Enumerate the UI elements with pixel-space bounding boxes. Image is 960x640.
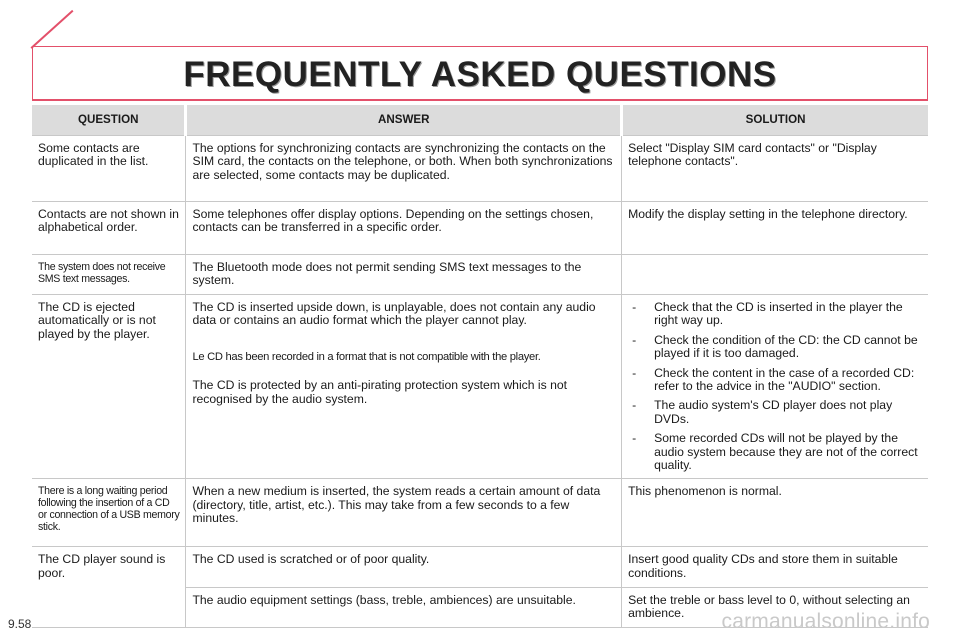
table-row	[32, 547, 928, 588]
answer-cell: When a new medium is inserted, the system reads a certain amount of data (directory, title, artist, etc.). This may take from a few seconds to a few minutes.	[186, 479, 622, 547]
question-cell: The CD player sound is poor.	[32, 547, 186, 588]
answer-cell: The options for synchronizing contacts are synchronizing the contacts on the SIM card, the contacts on the telephone, or both. When both synchronizations are selected, some contacts may be duplicated.	[186, 136, 622, 202]
title-frame-corner	[31, 10, 74, 49]
answer-paragraph: The CD is protected by an anti-pirating protection system which is not recognised by the audio system.	[192, 378, 568, 406]
header-question: QUESTION	[32, 105, 186, 136]
answer-cell: Some telephones offer display options. Depending on the settings chosen, contacts can be transferred in a specific order.	[186, 202, 622, 255]
list-item: - The audio system's CD player does not play DVDs.	[628, 399, 923, 426]
solution-cell	[622, 255, 928, 295]
solution-list	[628, 301, 923, 472]
answer-cell: The audio equipment settings (bass, treble, ambiences) are unsuitable.	[186, 587, 622, 628]
solution-cell: This phenomenon is normal.	[622, 479, 928, 547]
list-item: - Check the content in the case of a recorded CD: refer to the advice in the "AUDIO" section.	[628, 367, 923, 394]
question-cell: The CD is ejected automatically or is not played by the player.	[32, 295, 186, 479]
answer-cell: The CD used is scratched or of poor quality.	[186, 547, 622, 588]
solution-cell: Insert good quality CDs and store them in suitable conditions.	[622, 547, 928, 588]
table-row	[32, 295, 928, 479]
list-item: - Check the condition of the CD: the CD cannot be played if it is too damaged.	[628, 334, 923, 361]
table-row	[32, 255, 928, 295]
solution-cell: Select "Display SIM card contacts" or "Display telephone contacts".	[622, 136, 928, 202]
list-item: - Some recorded CDs will not be played by the audio system because they are not of the correct quality.	[628, 432, 923, 472]
answer-paragraph: Le CD has been recorded in a format that is not compatible with the player.	[192, 350, 541, 363]
question-cell: There is a long waiting period following the insertion of a CD or connection of a USB memory stick.	[32, 479, 186, 547]
question-cell: Some contacts are duplicated in the list.	[32, 136, 186, 202]
header-answer: ANSWER	[186, 105, 622, 136]
table-row	[32, 202, 928, 255]
answer-cell	[186, 295, 622, 479]
table-row	[32, 136, 928, 202]
title-frame-bottom	[32, 99, 928, 101]
answer-paragraph: The CD is inserted upside down, is unplayable, does not contain any audio data or contains an audio format which the player cannot play.	[192, 300, 596, 328]
watermark: carmanualsonline.info	[721, 610, 930, 633]
table-row	[32, 479, 928, 547]
solution-cell: Set the treble or bass level to 0, without selecting an ambience.	[622, 587, 928, 628]
header-solution: SOLUTION	[622, 105, 928, 136]
table-header-row	[32, 105, 928, 136]
page-title: FREQUENTLY ASKED QUESTIONS	[183, 55, 777, 94]
question-cell: The system does not receive SMS text messages.	[32, 255, 186, 295]
solution-cell	[622, 295, 928, 479]
solution-cell: Modify the display setting in the telephone directory.	[622, 202, 928, 255]
faq-table	[32, 105, 928, 628]
question-cell: Contacts are not shown in alphabetical order.	[32, 202, 186, 255]
question-cell	[32, 587, 186, 628]
page-number: 9.58	[8, 617, 32, 631]
answer-cell: The Bluetooth mode does not permit sending SMS text messages to the system.	[186, 255, 622, 295]
list-item: - Check that the CD is inserted in the player the right way up.	[628, 301, 923, 328]
